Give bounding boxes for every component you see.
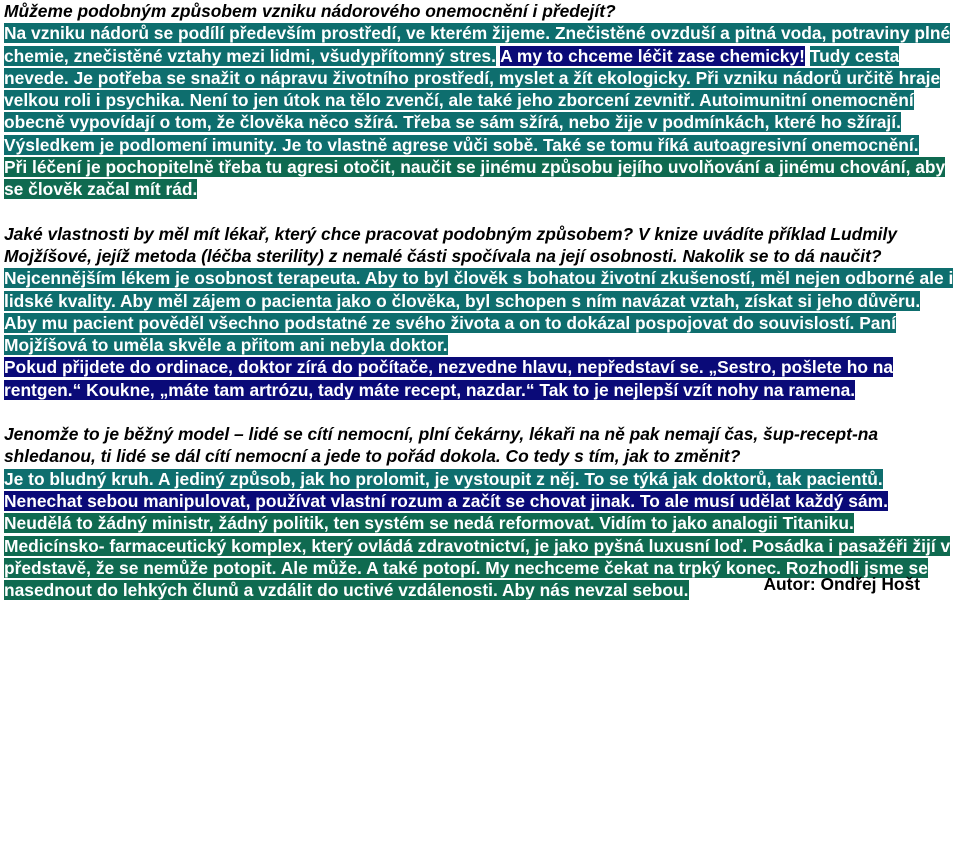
question-1: Můžeme podobným způsobem vzniku nádorového onemocnění i předejít? [4,1,616,21]
answer-1-part-b: A my to chceme léčit zase chemicky! [500,45,805,66]
answer-1-part-a: Na vzniku nádorů se podílí především prostředí, ve kterém žijeme. Znečistěné ovzduší a pitná voda, potraviny plné chemie, znečistěné vztahy mezi lidmi, všudypřítomný stres. [4,23,951,66]
answer-3-part-b: Nenechat sebou manipulovat, používat vlastní rozum a začít se chovat jinak. To ale musí udělat každý sám. [4,490,888,511]
answer-3-part-c: Neudělá to žádný ministr, žádný politik, ten systém se nedá reformovat. Vidím to jako analogii Titaniku. Medicínsko- farmaceutický komplex, který ovládá zdravotnictví, je jako pyšná luxusní loď. Posádka i pasažéři žijí v představě, že se nemůže potopit. Ale může. A také potopí. My nechceme čekat na trpký konec. Rozhodli jsme se nasednout do lehkých člunů a vzdálit do uctivé vzdálenosti. Aby nás nevzal sebou. [4,513,951,601]
answer-2 [4,267,956,356]
spacer [4,201,956,223]
answer-1 [4,22,956,156]
question-3: Jenomže to je běžný model – lidé se cítí nemocní, plní čekárny, lékaři na ně pak nemají čas, šup-recept-na shledanou, ti lidé se dál cítí nemocní a jede to pořád dokola. Co tedy s tím, jak to změnit? [4,424,879,467]
answer-1-part-d: Při léčení je pochopitelně třeba tu agresi otočit, naučit se jinému způsobu jejího uvolňování a jinému chování, aby se člověk začal mít rád. [4,157,946,200]
answer-1-part-c: Tudy cesta nevede. Je potřeba se snažit o nápravu životního prostředí, myslet a žít ekologicky. Při vzniku nádorů určitě hraje velkou roli i psychika. Není to jen útok na tělo zvenčí, ale také jeho zborcení zevnitř. Autoimunitní onemocnění obecně vypovídají o tom, že člověka něco sžírá. Třeba se sám sžírá, nebo žije v podmínkách, které ho sžírají. Výsledkem je podlomení imunity. Je to vlastně agrese vůči sobě. Také se tomu říká autoagresivní onemocnění. [4,45,941,155]
answer-2-part-b: Pokud přijdete do ordinace, doktor zírá do počítače, nezvedne hlavu, nepředstaví se. „Sestro, pošlete ho na rentgen.“ Koukne, „máte tam artrózu, tady máte recept, nazdar.“ Tak to je nejlepší vzít nohy na ramena. [4,357,894,400]
spacer [4,401,956,423]
answer-2-continued [4,356,956,401]
answer-2-part-a: Nejcennějším lékem je osobnost terapeuta. Aby to byl člověk s bohatou životní zkušeností, měl nejen odborné ale i lidské kvality. Aby měl zájem o pacienta jako o člověka, byl schopen s ním navázat vztah, získat si jeho důvěru. Aby mu pacient pověděl všechno podstatné ze svého života a on to dokázal pospojovat do souvislostí. Paní Mojžíšová to uměla skvěle a přitom ani nebyla doktor. [4,268,954,356]
answer-3 [4,468,956,513]
answer-3-part-a: Je to bludný kruh. A jediný způsob, jak ho prolomit, je vystoupit z něj. To se týká jak doktorů, tak pacientů. [4,468,883,489]
question-2: Jaké vlastnosti by měl mít lékař, který chce pracovat podobným způsobem? V knize uvádíte příklad Ludmily Mojžíšové, jejíž metoda (léčba sterility) z nemalé části spočívala na její osobnosti. Nakolik se to dá naučit? [4,223,897,266]
answer-1-continued [4,156,956,201]
author-credit: Autor: Ondřej Hošt [763,574,920,595]
